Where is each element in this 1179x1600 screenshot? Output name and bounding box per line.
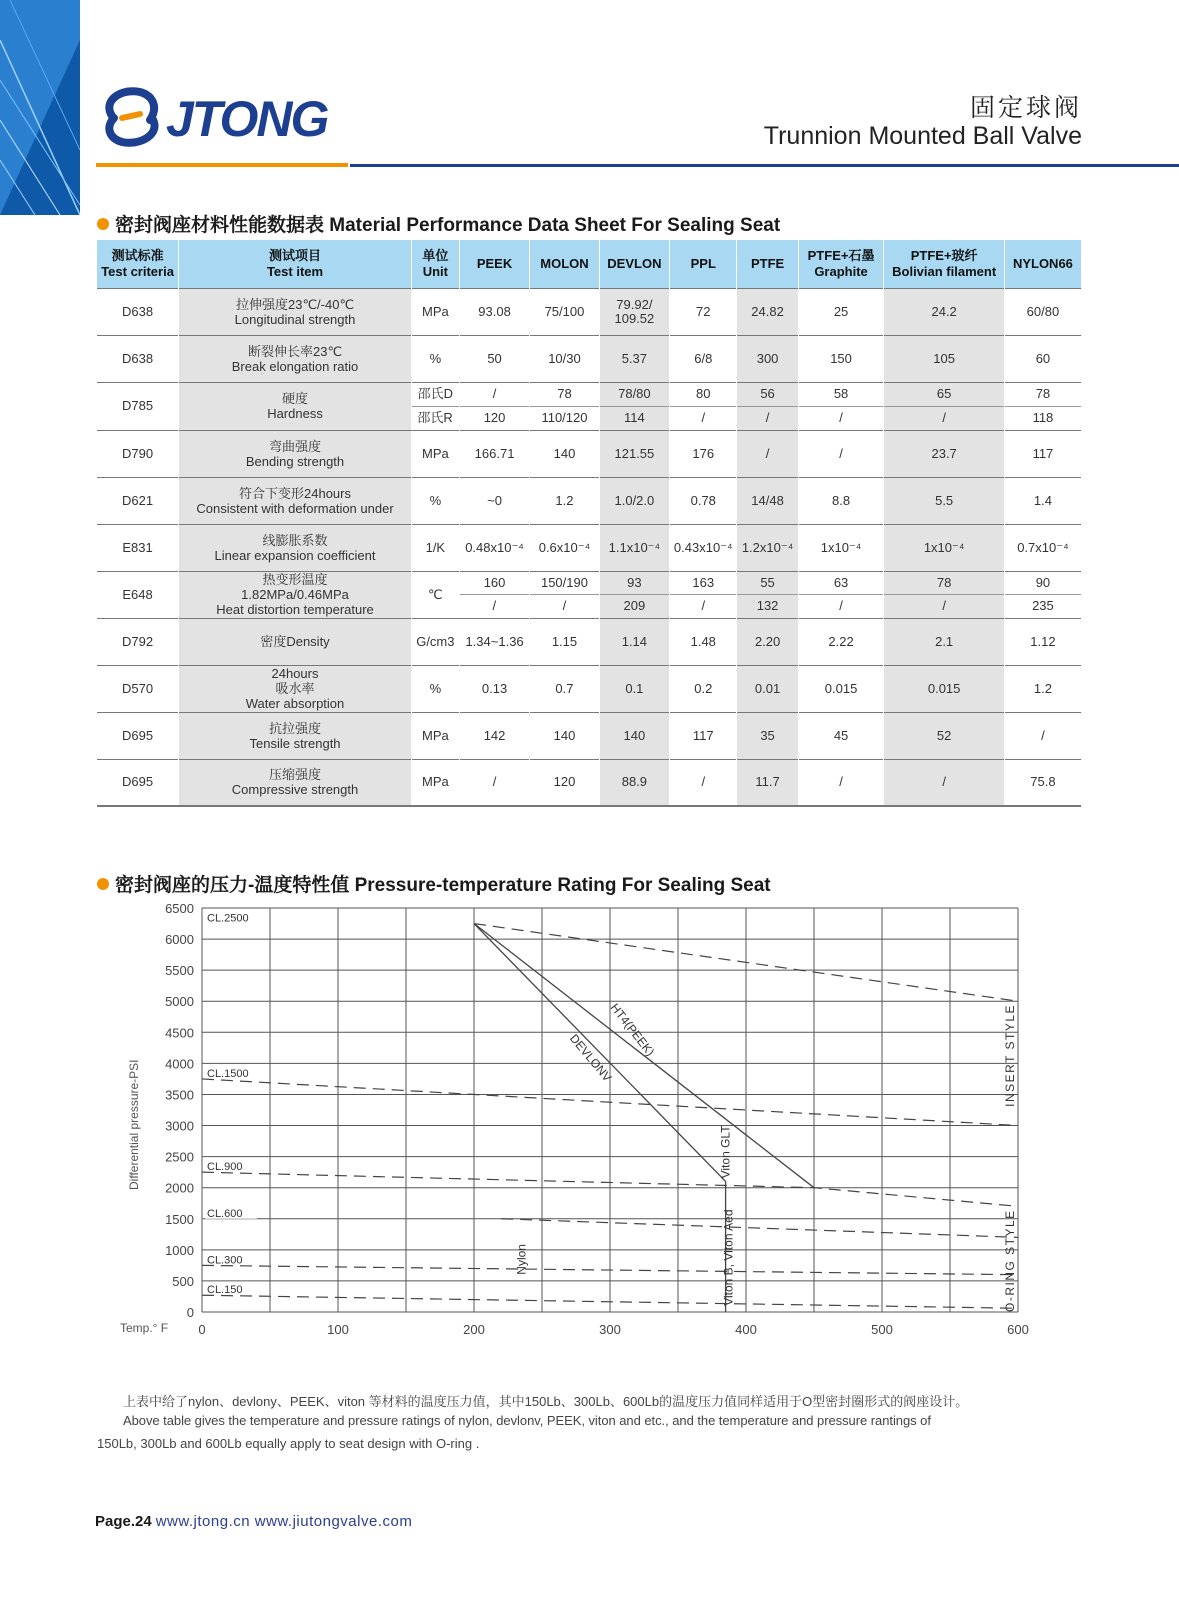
value-cell: / — [459, 595, 529, 619]
value-cell: 2.1 — [884, 618, 1004, 665]
value-cell: 1.4 — [1004, 477, 1081, 524]
criteria-cell: D695 — [97, 759, 179, 806]
criteria-cell: D785 — [97, 382, 179, 430]
value-cell: 50 — [459, 335, 529, 382]
col-header-unit: 单位 Unit — [411, 240, 459, 288]
x-tick-label: 100 — [327, 1322, 349, 1337]
item-cell — [179, 382, 412, 430]
criteria-cell: D695 — [97, 712, 179, 759]
value-cell: 75.8 — [1004, 759, 1081, 806]
item-text: 硬度 — [282, 391, 309, 406]
table-row — [97, 712, 1081, 759]
value-cell: 1.2x10⁻⁴ — [737, 524, 798, 571]
value-cell: 11.7 — [737, 759, 798, 806]
unit-cell: % — [411, 477, 459, 524]
value-cell: / — [798, 430, 884, 477]
col-header-criteria: 测试标准 Test criteria — [97, 240, 179, 288]
section-title-material — [97, 210, 780, 237]
unit-cell: MPa — [411, 288, 459, 335]
value-cell: 24.82 — [737, 288, 798, 335]
item-text: Bending strength — [245, 453, 345, 469]
value-cell: 1.14 — [599, 618, 669, 665]
value-cell: 1.0/2.0 — [599, 477, 669, 524]
value-cell: 93 — [599, 571, 669, 595]
value-cell: 120 — [459, 406, 529, 430]
y-tick-label: 5000 — [165, 994, 194, 1010]
item-text: Compressive strength — [231, 782, 359, 798]
unit-cell: % — [411, 335, 459, 382]
bullet-dot — [97, 218, 109, 230]
section-title-text: 密封阀座的压力-温度特性值 Pressure-temperature Rating For Sealing Seat — [115, 875, 771, 896]
item-text: Heat distortion temperature — [216, 602, 374, 617]
criteria-cell: D638 — [97, 335, 179, 382]
value-cell: 45 — [798, 712, 884, 759]
item-cell — [179, 430, 412, 477]
table-row — [97, 382, 1081, 406]
series-label: Viton B, Viton Aed — [721, 1209, 736, 1306]
value-cell: / — [798, 595, 884, 619]
value-cell: 2.20 — [737, 618, 798, 665]
table-header-row — [97, 240, 1081, 288]
item-cell — [179, 477, 412, 524]
value-cell: 0.48x10⁻⁴ — [459, 524, 529, 571]
value-cell: 1.2 — [1004, 665, 1081, 712]
x-tick-label: 400 — [735, 1322, 757, 1337]
value-cell: 75/100 — [530, 288, 599, 335]
value-cell: ~0 — [459, 477, 529, 524]
unit-cell: % — [411, 665, 459, 712]
value-cell: / — [737, 430, 798, 477]
x-tick-label: 300 — [599, 1322, 621, 1337]
item-text: Longitudinal strength — [234, 311, 356, 327]
value-cell: 140 — [599, 712, 669, 759]
value-cell: 52 — [884, 712, 1004, 759]
series-label: Nylon — [514, 1244, 529, 1275]
unit-cell: 邵氏D — [411, 382, 459, 406]
class-label: CL.300 — [207, 1254, 243, 1267]
value-cell: 166.71 — [459, 430, 529, 477]
y-tick-label: 4000 — [165, 1056, 194, 1072]
item-cell — [179, 288, 412, 335]
value-cell: 1.48 — [670, 618, 737, 665]
value-cell: / — [670, 406, 737, 430]
y-tick-label: 6000 — [165, 932, 194, 948]
value-cell: 0.01 — [737, 665, 798, 712]
table-row — [97, 571, 1081, 595]
value-cell: 300 — [737, 335, 798, 382]
note-en-line1: Above table gives the temperature and pressure ratings of nylon, devlonv, PEEK, viton and etc., and the temperature and pressure rantings of — [123, 1413, 931, 1428]
item-text: 线膨胀系数 — [262, 532, 328, 548]
value-cell: 110/120 — [530, 406, 599, 430]
value-cell: 235 — [1004, 595, 1081, 619]
class-label: CL.150 — [207, 1284, 243, 1297]
col-header-devlon: DEVLON — [599, 240, 669, 288]
value-cell: 0.1 — [599, 665, 669, 712]
col-header-ppl: PPL — [670, 240, 737, 288]
value-cell: 140 — [530, 430, 599, 477]
unit-cell: G/cm3 — [411, 618, 459, 665]
table-row — [97, 288, 1081, 335]
value-cell: 1.2 — [530, 477, 599, 524]
unit-cell: 邵氏R — [411, 406, 459, 430]
corner-decoration — [0, 0, 80, 215]
value-cell: 118 — [1004, 406, 1081, 430]
section-title-pressure — [97, 870, 771, 897]
class-label: CL.600 — [207, 1207, 243, 1220]
x-tick-label: 500 — [871, 1322, 893, 1337]
value-cell: 0.7 — [530, 665, 599, 712]
unit-cell: MPa — [411, 430, 459, 477]
footer — [95, 1513, 412, 1530]
value-cell: 35 — [737, 712, 798, 759]
value-cell: 160 — [459, 571, 529, 595]
value-cell: 78 — [1004, 382, 1081, 406]
value-cell: 78 — [884, 571, 1004, 595]
item-text: 吸水率 — [275, 681, 315, 696]
value-cell: 1.15 — [530, 618, 599, 665]
value-cell: 8.8 — [798, 477, 884, 524]
x-axis-label: Temp.° F — [120, 1321, 169, 1335]
value-cell: 80 — [670, 382, 737, 406]
value-cell: / — [737, 406, 798, 430]
table-row — [97, 759, 1081, 806]
col-header-item: 测试项目 Test item — [179, 240, 412, 288]
header-title-cn: 固定球阀 — [969, 94, 1082, 122]
col-header-ptfe-bolivian: PTFE+玻纤 Bolivian filament — [884, 240, 1004, 288]
item-text: Water absorption — [245, 696, 345, 711]
value-cell: 0.015 — [798, 665, 884, 712]
value-cell: 150/190 — [530, 571, 599, 595]
value-cell: 117 — [670, 712, 737, 759]
value-cell: 0.015 — [884, 665, 1004, 712]
material-performance-table — [97, 240, 1081, 807]
class-label: CL.900 — [207, 1161, 243, 1174]
value-cell: 0.7x10⁻⁴ — [1004, 524, 1081, 571]
value-cell: / — [884, 595, 1004, 619]
y-tick-label: 3000 — [165, 1118, 194, 1134]
criteria-cell: D621 — [97, 477, 179, 524]
header-rule — [350, 164, 1179, 167]
item-text: 抗拉强度 — [269, 720, 322, 736]
criteria-cell: E648 — [97, 571, 179, 618]
y-tick-label: 5500 — [165, 963, 194, 979]
table-row — [97, 524, 1081, 571]
value-cell: 90 — [1004, 571, 1081, 595]
value-cell: 60 — [1004, 335, 1081, 382]
value-cell: 142 — [459, 712, 529, 759]
value-cell: 25 — [798, 288, 884, 335]
value-cell: 140 — [530, 712, 599, 759]
value-cell: 0.43x10⁻⁴ — [670, 524, 737, 571]
unit-cell: MPa — [411, 759, 459, 806]
value-cell: / — [530, 595, 599, 619]
value-cell: 150 — [798, 335, 884, 382]
criteria-cell: D638 — [97, 288, 179, 335]
value-cell: 121.55 — [599, 430, 669, 477]
item-cell — [179, 665, 412, 712]
value-cell: 176 — [670, 430, 737, 477]
value-cell: 5.5 — [884, 477, 1004, 524]
item-text: 拉伸强度23℃/-40℃ — [235, 296, 355, 312]
table-row — [97, 665, 1081, 712]
y-tick-label: 2000 — [165, 1180, 194, 1196]
item-text: 压缩强度 — [269, 767, 322, 783]
value-cell: 58 — [798, 382, 884, 406]
value-cell: 114 — [599, 406, 669, 430]
item-cell — [179, 712, 412, 759]
criteria-cell: D792 — [97, 618, 179, 665]
item-text: Linear expansion coefficient — [214, 547, 376, 563]
svg-text:JTONG: JTONG — [166, 91, 328, 147]
value-cell: / — [459, 759, 529, 806]
table-body — [97, 288, 1081, 806]
y-tick-label: 0 — [186, 1305, 194, 1320]
x-tick-label: 600 — [1007, 1322, 1029, 1337]
value-cell: 6/8 — [670, 335, 737, 382]
series-label: HT4(PEEK) — [607, 1000, 658, 1059]
item-cell — [179, 335, 412, 382]
y-tick-label: 1000 — [165, 1242, 194, 1258]
x-tick-label: 200 — [463, 1322, 485, 1337]
value-cell: 105 — [884, 335, 1004, 382]
value-cell: 1.12 — [1004, 618, 1081, 665]
pressure-temperature-chart — [110, 900, 1070, 1350]
col-header-peek: PEEK — [459, 240, 529, 288]
value-cell: 78 — [530, 382, 599, 406]
item-text: 密度Density — [260, 634, 330, 649]
value-cell: 117 — [1004, 430, 1081, 477]
unit-cell: ℃ — [411, 571, 459, 618]
col-header-ptfe-graphite: PTFE+石墨 Graphite — [798, 240, 884, 288]
value-cell: 14/48 — [737, 477, 798, 524]
item-text: 1.82MPa/0.46MPa — [241, 587, 349, 602]
table-row — [97, 477, 1081, 524]
item-cell — [179, 759, 412, 806]
header-title-en: Trunnion Mounted Ball Valve — [763, 122, 1082, 150]
value-cell: 65 — [884, 382, 1004, 406]
value-cell: / — [798, 406, 884, 430]
value-cell: / — [1004, 712, 1081, 759]
value-cell: / — [670, 759, 737, 806]
value-cell: 24.2 — [884, 288, 1004, 335]
note-cn: 上表中给了nylon、devlony、PEEK、viton 等材料的温度压力值，其中150Lb、300Lb、600Lb的温度压力值同样适用于O型密封圈形式的阀座设计。 — [123, 1394, 969, 1409]
bullet-dot — [97, 878, 109, 890]
value-cell: 23.7 — [884, 430, 1004, 477]
value-cell: 93.08 — [459, 288, 529, 335]
item-cell — [179, 618, 412, 665]
col-header-molon: MOLON — [530, 240, 599, 288]
y-tick-label: 4500 — [165, 1025, 194, 1041]
value-cell: 1.1x10⁻⁴ — [599, 524, 669, 571]
value-cell: / — [884, 759, 1004, 806]
y-tick-label: 500 — [172, 1273, 194, 1289]
y-tick-label: 6500 — [165, 901, 194, 916]
value-cell: 55 — [737, 571, 798, 595]
value-cell: 120 — [530, 759, 599, 806]
unit-cell: 1/K — [411, 524, 459, 571]
logo-underline — [96, 163, 348, 167]
value-cell: 5.37 — [599, 335, 669, 382]
class-label: CL.2500 — [207, 912, 249, 925]
item-text: 24hours — [271, 666, 319, 681]
value-cell: 1.34~1.36 — [459, 618, 529, 665]
col-header-ptfe: PTFE — [737, 240, 798, 288]
criteria-cell: D790 — [97, 430, 179, 477]
table-row — [97, 618, 1081, 665]
value-cell: 0.13 — [459, 665, 529, 712]
value-cell: 1x10⁻⁴ — [884, 524, 1004, 571]
col-header-nylon66: NYLON66 — [1004, 240, 1081, 288]
page-number: Page.24 — [95, 1513, 152, 1530]
value-cell: 163 — [670, 571, 737, 595]
value-cell: / — [459, 382, 529, 406]
footer-urls[interactable]: www.jtong.cn www.jiutongvalve.com — [155, 1513, 413, 1530]
value-cell: 1x10⁻⁴ — [798, 524, 884, 571]
value-cell: 78/80 — [599, 382, 669, 406]
item-cell — [179, 524, 412, 571]
y-tick-label: 1500 — [165, 1211, 194, 1227]
value-cell: 0.2 — [670, 665, 737, 712]
y-tick-label: 3500 — [165, 1087, 194, 1103]
item-text: 断裂伸长率23℃ — [247, 343, 343, 359]
item-text: 符合下变形24hours — [239, 485, 351, 501]
value-cell: 132 — [737, 595, 798, 619]
class-label: CL.1500 — [207, 1067, 249, 1080]
value-cell: 209 — [599, 595, 669, 619]
y-tick-label: 2500 — [165, 1149, 194, 1165]
value-cell: 63 — [798, 571, 884, 595]
annotation-oring-style: O-RING STYLE — [1003, 1209, 1017, 1312]
value-cell: 88.9 — [599, 759, 669, 806]
section-title-text: 密封阀座材料性能数据表 Material Performance Data Sheet For Sealing Seat — [115, 215, 781, 236]
table-row — [97, 430, 1081, 477]
value-cell: / — [798, 759, 884, 806]
value-cell: / — [884, 406, 1004, 430]
item-text: Consistent with deformation under — [196, 500, 394, 516]
value-cell: 2.22 — [798, 618, 884, 665]
jtong-logo — [92, 78, 352, 158]
item-cell — [179, 571, 412, 618]
value-cell: 56 — [737, 382, 798, 406]
item-text: 弯曲强度 — [269, 438, 322, 454]
item-text: Break elongation ratio — [231, 358, 359, 374]
series-line — [501, 1219, 1018, 1238]
note-en-line2: 150Lb, 300Lb and 600Lb equally apply to seat design with O-ring . — [97, 1436, 480, 1451]
criteria-cell: E831 — [97, 524, 179, 571]
series-line — [474, 924, 726, 1182]
item-text: 热变形温度 — [262, 572, 328, 587]
series-label: DEVLONV — [566, 1031, 615, 1085]
criteria-cell: D570 — [97, 665, 179, 712]
series-label: Viton GLT — [718, 1125, 733, 1179]
value-cell: 10/30 — [530, 335, 599, 382]
value-cell: 72 — [670, 288, 737, 335]
annotation-insert-style: INSERT STYLE — [1003, 1003, 1017, 1107]
unit-cell: MPa — [411, 712, 459, 759]
table-row — [97, 335, 1081, 382]
value-cell: 0.6x10⁻⁴ — [530, 524, 599, 571]
item-text: Tensile strength — [249, 735, 341, 751]
x-tick-label: 0 — [198, 1322, 206, 1337]
y-axis-label: Differential pressure-PSI — [127, 1059, 141, 1190]
value-cell: 0.78 — [670, 477, 737, 524]
value-cell: 79.92/ 109.52 — [599, 288, 669, 335]
item-text: Hardness — [267, 406, 323, 421]
value-cell: / — [670, 595, 737, 619]
value-cell: 60/80 — [1004, 288, 1081, 335]
